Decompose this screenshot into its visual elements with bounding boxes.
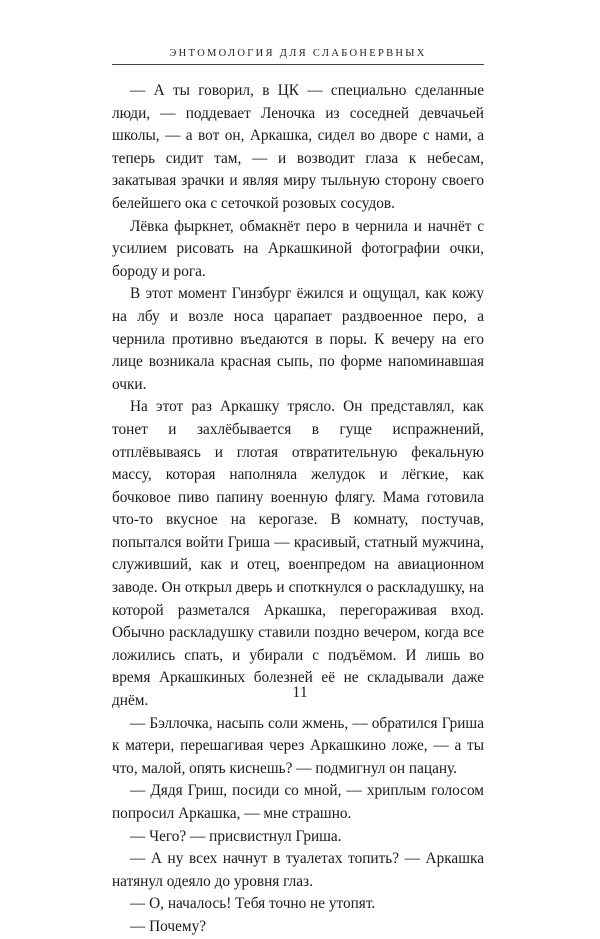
- paragraph: На этот раз Аркашку трясло. Он представлял, как тонет и захлёбывается в гуще испражнений, отплёвываясь и глотая отвратительную фекальную массу, которая наполняла желудок и лёгкие, как бочковое пиво папину военную флягу. Мама готовила что-то вкусное на керогазе. В комнату, постучав, попытался войти Гриша — красивый, статный мужчина, служивший, как и отец, военпредом на авиационном заводе. Он открыл дверь и споткнулся о раскладушку, на которой разметался Аркашка, перегораживая вход. Обычно раскладушку ставили поздно вечером, когда все ложились спать, и убирали с подъёмом. И лишь во время Аркашкиных болезней её не складывали даже днём.: [112, 398, 484, 710]
- paragraph: В этот момент Гинзбург ёжился и ощущал, как кожу на лбу и возле носа царапает раздвоенное перо, а чернила противно въедаются в поры. К вечеру на его лице возникала красная сыпь, по форме напоминавшая очки.: [112, 285, 484, 393]
- paragraph: Лёвка фыркнет, обмакнёт перо в чернила и начнёт с усилием рисовать на Аркашкиной фотографии очки, бороду и рога.: [112, 217, 484, 280]
- paragraph: — Дядя Гриш, посиди со мной, — хриплым голосом попросил Аркашка, — мне страшно.: [112, 782, 484, 822]
- header-rule: [112, 64, 484, 65]
- body-text: [112, 80, 484, 939]
- page-number: 11: [292, 684, 308, 701]
- paragraph: — А ну всех начнут в туалетах топить? — Аркашка натянул одеяло до уровня глаз.: [112, 850, 484, 890]
- paragraph: — Бэллочка, насыпь соли жмень, — обратился Гриша к матери, перешагивая через Аркашкино ложе, — а ты что, малой, опять киснешь? — подмигнул он пацану.: [112, 714, 484, 777]
- paragraph: — А ты говорил, в ЦК — специально сделанные люди, — поддевает Леночка из соседней девчачьей школы, — а вот он, Аркашка, сидел во дворе с нами, а теперь сидит там, — и возводит глаза к небесам, закатывая зрачки и являя миру тыльную сторону своего белейшего ока с сеточкой розовых сосудов.: [112, 82, 484, 212]
- running-header: ЭНТОМОЛОГИЯ ДЛЯ СЛАБОНЕРВНЫХ: [169, 48, 427, 59]
- paragraph: — Чего? — присвистнул Гриша.: [130, 827, 342, 845]
- paragraph: — О, началось! Тебя точно не утопят.: [130, 895, 376, 913]
- paragraph: — Почему?: [130, 917, 207, 935]
